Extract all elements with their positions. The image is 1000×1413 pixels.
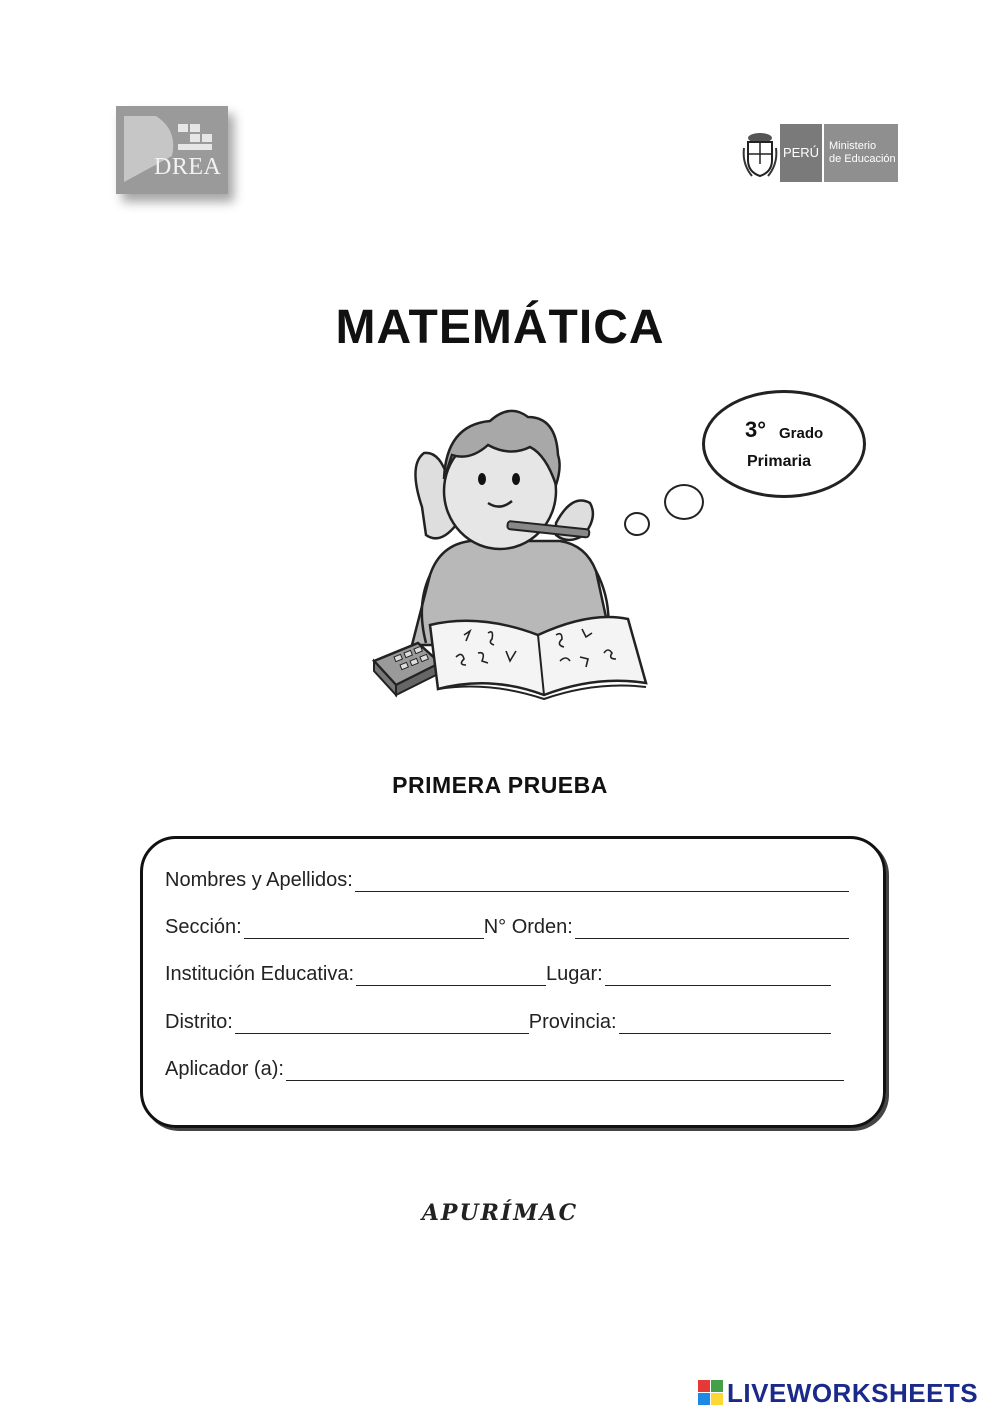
student-studying-illustration — [360, 395, 660, 715]
ministerio-line-2: de Educación — [829, 153, 896, 165]
institution-place-row — [165, 963, 831, 986]
names-label: Nombres y Apellidos: — [165, 869, 353, 891]
order-field[interactable] — [575, 920, 849, 939]
place-label: Lugar: — [546, 963, 603, 985]
section-field[interactable] — [244, 920, 484, 939]
ministerio-line-1: Ministerio — [829, 140, 877, 152]
ministerio-logo — [742, 124, 898, 182]
institution-field[interactable] — [356, 967, 546, 986]
liveworksheets-watermark — [698, 1378, 978, 1408]
names-field[interactable] — [355, 873, 849, 892]
district-field[interactable] — [235, 1015, 529, 1034]
grade-word: Grado — [779, 425, 824, 442]
applicator-label: Aplicador (a): — [165, 1058, 284, 1080]
student-info-form — [140, 836, 886, 1128]
order-label: N° Orden: — [483, 916, 573, 938]
peru-label: PERÚ — [782, 145, 820, 160]
exam-subtitle: PRIMERA PRUEBA — [392, 772, 608, 798]
liveworksheets-icon — [698, 1380, 724, 1406]
region-name: APURÍMAC — [421, 1200, 579, 1226]
grade-level: Primaria — [747, 453, 812, 470]
grade-number: 3° — [745, 417, 767, 442]
page-title: MATEMÁTICA — [335, 301, 665, 354]
names-row — [165, 869, 849, 892]
institution-label: Institución Educativa: — [165, 963, 354, 985]
liveworksheets-text: LIVEWORKSHEETS — [727, 1377, 979, 1408]
peru-coat-of-arms-icon — [742, 124, 778, 182]
section-label: Sección: — [165, 916, 242, 938]
thought-bubble-medium — [664, 484, 704, 520]
district-province-row — [165, 1011, 831, 1034]
province-label: Provincia: — [528, 1011, 617, 1033]
peru-label-box — [780, 124, 822, 182]
applicator-field[interactable] — [286, 1062, 844, 1081]
section-order-row — [165, 916, 849, 939]
thought-bubble-small — [624, 512, 650, 536]
applicator-row — [165, 1058, 844, 1081]
district-label: Distrito: — [165, 1011, 233, 1033]
province-field[interactable] — [619, 1015, 831, 1034]
place-field[interactable] — [605, 967, 831, 986]
ministerio-label-box — [824, 124, 898, 182]
drea-logo-text: DREA — [154, 154, 222, 180]
grade-thought-bubble — [702, 390, 866, 498]
drea-logo — [116, 106, 228, 194]
